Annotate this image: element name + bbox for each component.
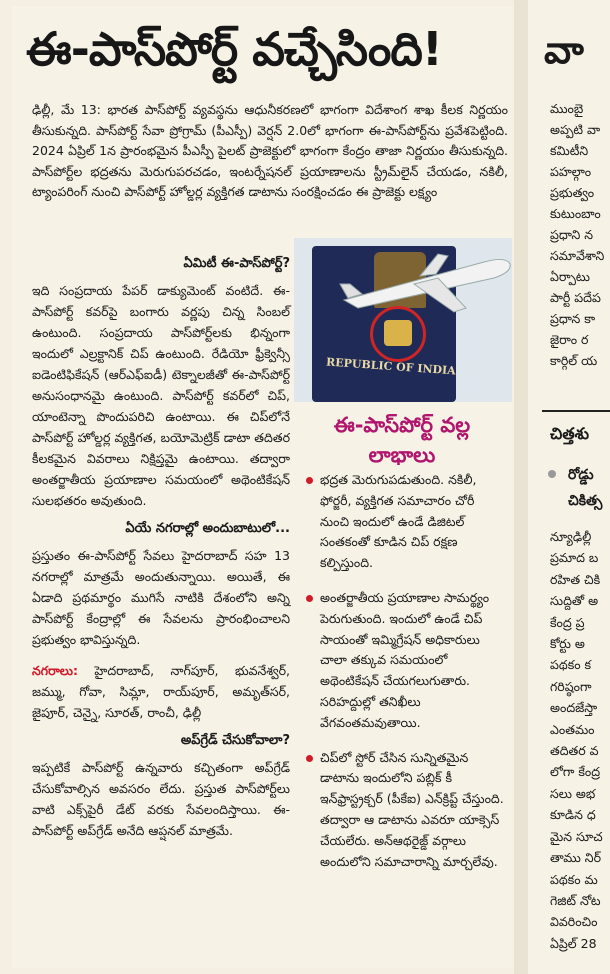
text-line: కేంద్ర ప్ర	[550, 614, 585, 630]
bullet-icon	[548, 470, 556, 478]
text-line: గెజిట్ నోట	[550, 892, 601, 908]
adjacent-article	[528, 0, 610, 974]
benefits-title: ఈ-పాస్‌పోర్ట్ వల్ల లాభాలు	[333, 413, 471, 467]
text-line: ఏప్రిల్ 28	[550, 935, 597, 951]
adjacent-bullet-text	[568, 462, 602, 514]
text-line: లోగా కేంద్ర	[550, 764, 601, 780]
benefit-text: అంతర్జాతీయ ప్రయాణాల సామర్థ్యం పెరుగుతుంది. ఇందులో ఉండే చిప్ సాయంతో ఇమ్మిగ్రేషన్ అధికారులు చాలా తక్కువ సమయంలో అథెంటికేషన్ చేయగలుగుతారు. సరిహద్దుల్లో తనిఖీలు వేగవంతమవుతాయి.	[320, 589, 490, 730]
text-line: ఏర్పాటు	[550, 269, 590, 284]
cities-text: హైదరాబాద్, నాగ్‌పూర్, భువనేశ్వర్, జమ్ము, గోవా, సిమ్లా, రాయ్‌పూర్, అమృత్‌సర్, జైపూర్, చెన్నై, సూరత్, రాంచీ, ఢిల్లీ	[32, 663, 290, 720]
text-line: కుటుంబాం	[550, 206, 601, 221]
text-line: తాము నిర్	[550, 850, 601, 866]
text-line: వివరించిం	[550, 914, 598, 930]
text-line: చికిత్స	[568, 493, 603, 509]
text-line: రహిత చికి	[550, 571, 601, 587]
column-gutter	[514, 0, 528, 974]
text-line: అందజేస్తా	[550, 700, 598, 716]
bullet-icon	[306, 477, 313, 484]
section-cities-title: ఏయే నగరాల్లో అందుబాటులో...	[125, 521, 290, 536]
benefit-text: చిప్‌లో స్టోర్ చేసిన సున్నితమైన డాటాను ఇందులోని పబ్లిక్ కీ ఇన్‌ఫ్రాస్ట్రక్చర్ (పీకేఐ) ఎన్‌క్రిప్ట్ చేస్తుంది. తద్వారా ఆ డాటాను ఎవరూ యాక్సెస్ చేయలేరు. అన్‌ఆథరైజ్డ్ వర్గాలు అందులోని సమాచారాన్ని మార్చలేవు.	[320, 749, 504, 869]
section-what-text: ఇది సంప్రదాయ పేపర్ డాక్యుమెంట్ వంటిదే. ఈ-పాస్‌పోర్ట్ కవర్‌పై బంగారు వర్ణపు చిన్న సింబల్ ఉంటుంది. సంప్రదాయ పాస్‌పోర్ట్‌లకు భిన్నంగా ఇందులో ఎల్రక్టానిక్ చిప్ ఉంటుంది. రేడియో ఫ్రీక్వెన్సీ ఐడెంటిఫికేషన్ (ఆర్‌ఎఫ్‌ఐడీ) టెక్నాలజీతో ఈ-పాస్‌పోర్ట్ అనుసంధానమై ఉంటుంది. పాస్‌పోర్ట్ కవర్‌లో చిప్, యాంటెన్నా పొందుపరిచి ఉంటాయి. ఈ చిప్‌లోనే పాస్‌పోర్ట్ హోల్డర్ల వ్యక్తిగత, బయోమెట్రిక్ డాటా తదితర కీలకమైన వివరాలు నిక్షిప్తమై ఉంటాయి. తద్వారా అంతర్జాతీయ ప్రయాణాల సమయంలో అథెంటికేషన్ సులభతరం అవుతుంది.	[32, 283, 290, 508]
text-line: ప్రభుత్వం	[550, 185, 595, 200]
bullet-icon	[306, 755, 313, 762]
text-line: సమావేశాని	[550, 248, 605, 263]
text-line: సలు అభ	[550, 785, 596, 801]
chip-icon	[384, 320, 412, 346]
text-line: పార్టీ పదేప	[550, 290, 601, 305]
section-cities-text: ప్రస్తుతం ఈ-పాస్‌పోర్ట్ సేవలు హైదరాబాద్ సహ 13 నగరాల్లో మాత్రమే అందుతున్నాయి. అయితే, ఈ ఏడాది ప్రథమార్థం ముగిసే నాటికి దేశంలోని అన్ని పాస్‌పోర్ట్ కేంద్రాల్లో ఈ సేవలను ప్రారంభించాలని ప్రభుత్వం భావిస్తున్నది.	[32, 548, 290, 647]
text-line: అప్పటి వా	[550, 122, 601, 137]
text-line: కోర్టు అ	[550, 636, 585, 652]
text-line: మైన సూచ	[550, 828, 603, 844]
section-upgrade-text: ఇప్పటికే పాస్‌పోర్ట్ ఉన్నవారు కచ్చితంగా అప్‌గ్రేడ్ చేసుకోవాల్సిన అవసరం లేదు. ప్రస్తుత పాస్‌పోర్ట్‌లు వాటి ఎక్స్‌పైరీ డేట్ వరకు సేవలందిస్తాయి. ఈ-పాస్‌పోర్ట్ అప్‌గ్రేడ్ అనేది ఆప్షనల్ మాత్రమే.	[32, 760, 290, 838]
text-line: పథకం మ	[550, 871, 598, 887]
adjacent-subheadline: చిత్తశు	[550, 424, 590, 443]
benefit-text: భద్రత మెరుగుపడుతుంది. నకిలీ, ఫోర్జరీ, వ్యక్తిగత సమాచారం చోరీ నుంచి ఇందులో ఉండే డిజిటల్ సంతకంతో కూడిన చిప్ రక్షణ కల్పిస్తుంది.	[320, 472, 477, 571]
headline: ఈ-పాస్‌పోర్ట్ వచ్చేసింది!	[26, 22, 442, 76]
benefit-item	[304, 748, 504, 873]
text-line: ప్రధాని న	[550, 227, 594, 242]
text-line: జైరాం ర	[550, 332, 589, 347]
text-line: పథకం క	[550, 657, 592, 673]
passport-photo	[294, 238, 512, 402]
intro-paragraph: ఢిల్లీ, మే 13: భారత పాస్‌పోర్ట్ వ్యవస్థను ఆధునీకరణలో భాగంగా విదేశాంగ శాఖ కీలక నిర్ణయం తీసుకున్నది. పాస్‌పోర్ట్ సేవా ప్రోగ్రామ్ (పీఎస్పీ) వెర్షన్ 2.0లో భాగంగా ఈ-పాస్‌పోర్ట్‌ను ప్రవేశపెట్టింది. 2024 ఏప్రిల్ 1న ప్రారంభమైన పీఎస్పీ పైలట్ ప్రాజెక్టులో భాగంగా కేంద్రం తాజా నిర్ణయం తీసుకున్నది. పాస్‌పోర్ట్‌ల భద్రతను మెరుగుపరచడం, ఇంటర్నేషనల్ ప్రయాణాలను స్ట్రీమ్‌లైన్ చేయడం, నకిలీ, ట్యాంపరింగ్ నుంచి పాస్‌పోర్ట్ హోల్డర్ల వ్యక్తిగత డాటాను సంరక్షించడం ఈ ప్రాజెక్టు లక్ష్యం	[32, 102, 508, 199]
text-line: పహల్గాం	[550, 164, 592, 179]
text-line: కమిటీని	[550, 143, 589, 158]
text-line: ముంబై	[550, 101, 584, 116]
text-line: కూడిన ధ	[550, 807, 596, 823]
cities-label: నగరాలు:	[32, 663, 78, 678]
text-line: రోడ్డు	[568, 467, 594, 483]
text-line: గరిష్ఠంగా	[550, 678, 592, 694]
airplane-icon	[334, 248, 512, 318]
benefits-list	[304, 470, 504, 886]
text-line: ప్రధాన కా	[550, 311, 596, 326]
bullet-icon	[306, 595, 313, 602]
adjacent-text-2	[550, 526, 610, 954]
left-column	[32, 256, 290, 851]
text-line: ఎంతమం	[550, 721, 595, 737]
text-line: సుద్దితో అ	[550, 593, 599, 609]
text-line: కార్గిల్ య	[550, 353, 598, 368]
divider	[542, 410, 610, 412]
benefit-item	[304, 470, 504, 574]
passport-cover-text: REPUBLIC OF INDIA	[325, 355, 457, 378]
text-line: తదితర వ	[550, 743, 599, 759]
text-line: ప్రమాద బ	[550, 550, 599, 566]
cities-list	[32, 660, 290, 723]
adjacent-headline: వా	[544, 28, 584, 72]
adjacent-text	[550, 98, 610, 371]
section-what-title: ఏమిటీ ఈ-పాస్‌పోర్ట్?	[183, 256, 290, 271]
text-line: న్యూఢిల్లీ	[550, 529, 592, 544]
benefit-item	[304, 588, 504, 734]
section-upgrade-title: అప్‌గ్రేడ్ చేసుకోవాలా?	[180, 733, 290, 748]
